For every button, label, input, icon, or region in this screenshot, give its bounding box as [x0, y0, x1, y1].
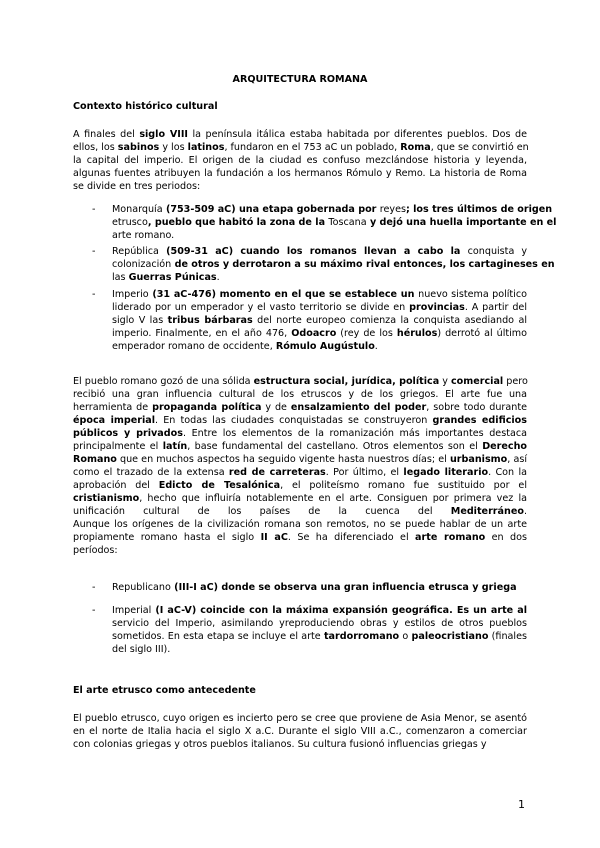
- text-line: períodos:: [73, 545, 118, 556]
- text-line: en el norte de Italia hacia el siglo X a.C. Durante el siglo VIII a.C., comenzaron a comerciar: [73, 726, 527, 737]
- text-line: del siglo III).: [112, 644, 171, 655]
- text-line: unificación cultural de los países de la cuenca del Mediterráneo.: [73, 506, 527, 517]
- text-line: recibió una gran influencia cultural de los etruscos y de los griegos. El arte fue una: [73, 389, 527, 400]
- text-line: Imperio (31 aC-476) momento en el que se establece un nuevo sistema político: [112, 289, 527, 300]
- bullet-marker: -: [92, 246, 96, 257]
- page-number: 1: [518, 798, 525, 811]
- text-line: algunas fuentes atribuyen la fundación a los hermanos Rómulo y Remo. La historia de Roma: [73, 168, 527, 179]
- text-line: época imperial. En todas las ciudades conquistadas se construyeron grandes edificios: [73, 415, 527, 426]
- text-line: las Guerras Púnicas.: [112, 272, 220, 283]
- text-line: herramienta de propaganda política y de ensalzamiento del poder, sobre todo durante: [73, 402, 527, 413]
- text-line: emperador romano de occidente, Rómulo Augústulo.: [112, 341, 378, 352]
- text-line: El pueblo etrusco, cuyo origen es incierto pero se cree que proviene de Asia Menor, se asentó: [73, 713, 527, 724]
- bullet-marker: -: [92, 582, 96, 593]
- text-line: imperio. Finalmente, en el año 476, Odoacro (rey de los hérulos) derrotó al último: [112, 328, 528, 339]
- text-line: Aunque los orígenes de la civilización romana son remotos, no se puede hablar de un arte: [73, 519, 527, 530]
- text-line: El pueblo romano gozó de una sólida estructura social, jurídica, política y comercial pero: [73, 376, 528, 387]
- text-line: como el trazado de la extensa red de carreteras. Por último, el legado literario. Con la: [73, 467, 528, 478]
- text-line: colonización de otros y derrotaron a su máximo rival entonces, los cartagineses en: [112, 259, 555, 270]
- section-heading-context: Contexto histórico cultural: [73, 101, 218, 112]
- text-line: propiamente romano hasta el siglo II aC. Se ha diferenciado el arte romano en dos: [73, 532, 527, 543]
- page-title: ARQUITECTURA ROMANA: [232, 74, 368, 85]
- text-line: A finales del siglo VIII la península itálica estaba habitada por diferentes pueblos. Dos de: [73, 129, 527, 140]
- bullet-marker: -: [92, 289, 96, 300]
- text-line: servicio del Imperio, asimilando yreproduciendo obras y estilos de otros pueblos: [112, 618, 527, 629]
- text-line: etrusco, pueblo que habitó la zona de la Toscana y dejó una huella importante en el: [112, 217, 557, 228]
- bullet-marker: -: [92, 605, 96, 616]
- bullet-marker: -: [92, 204, 96, 215]
- text-line: con colonias griegas y otros pueblos italianos. Su cultura fusionó influencias griegas y: [73, 739, 487, 750]
- text-line: ellos, los sabinos y los latinos, fundaron en el 753 aC un poblado, Roma, que se convirtió en: [73, 142, 529, 153]
- text-line: públicos y privados. Entre los elementos de la romanización más importantes destaca: [73, 428, 527, 439]
- text-line: aprobación del Edicto de Tesalónica, el politeísmo romano fue sustituido por el: [73, 480, 527, 491]
- text-line: principalmente el latín, base fundamental del castellano. Otros elementos son el Derecho: [73, 441, 528, 452]
- text-line: siglo V las tribus bárbaras del norte europeo comienza la conquista asediando al: [112, 315, 528, 326]
- text-line: sometidos. En esta etapa se incluye el arte tardorromano o paleocristiano (finales: [112, 631, 527, 642]
- text-line: Romano que en muchos aspectos ha seguido vigente hasta nuestros días; el urbanismo, así: [73, 454, 527, 465]
- section-heading-etruscan: El arte etrusco como antecedente: [73, 685, 256, 696]
- text-line: República (509-31 aC) cuando los romanos llevan a cabo la conquista y: [112, 246, 527, 257]
- text-line: se divide en tres periodos:: [73, 181, 201, 192]
- text-line: la capital del imperio. El origen de la ciudad es confuso mezclándose historia y leyenda,: [73, 155, 527, 166]
- text-line: arte romano.: [112, 230, 175, 241]
- text-line: cristianismo, hecho que influiría notablemente en el arte. Consiguen por primera vez la: [73, 493, 527, 504]
- text-line: Monarquía (753-509 aC) una etapa gobernada por reyes; los tres últimos de origen: [112, 204, 553, 215]
- text-line: Republicano (III-I aC) donde se observa una gran influencia etrusca y griega: [112, 582, 517, 593]
- text-line: Imperial (I aC-V) coincide con la máxima expansión geográfica. Es un arte al: [112, 605, 527, 616]
- text-line: liderado por un emperador y el vasto territorio se divide en provincias. A partir del: [112, 302, 527, 313]
